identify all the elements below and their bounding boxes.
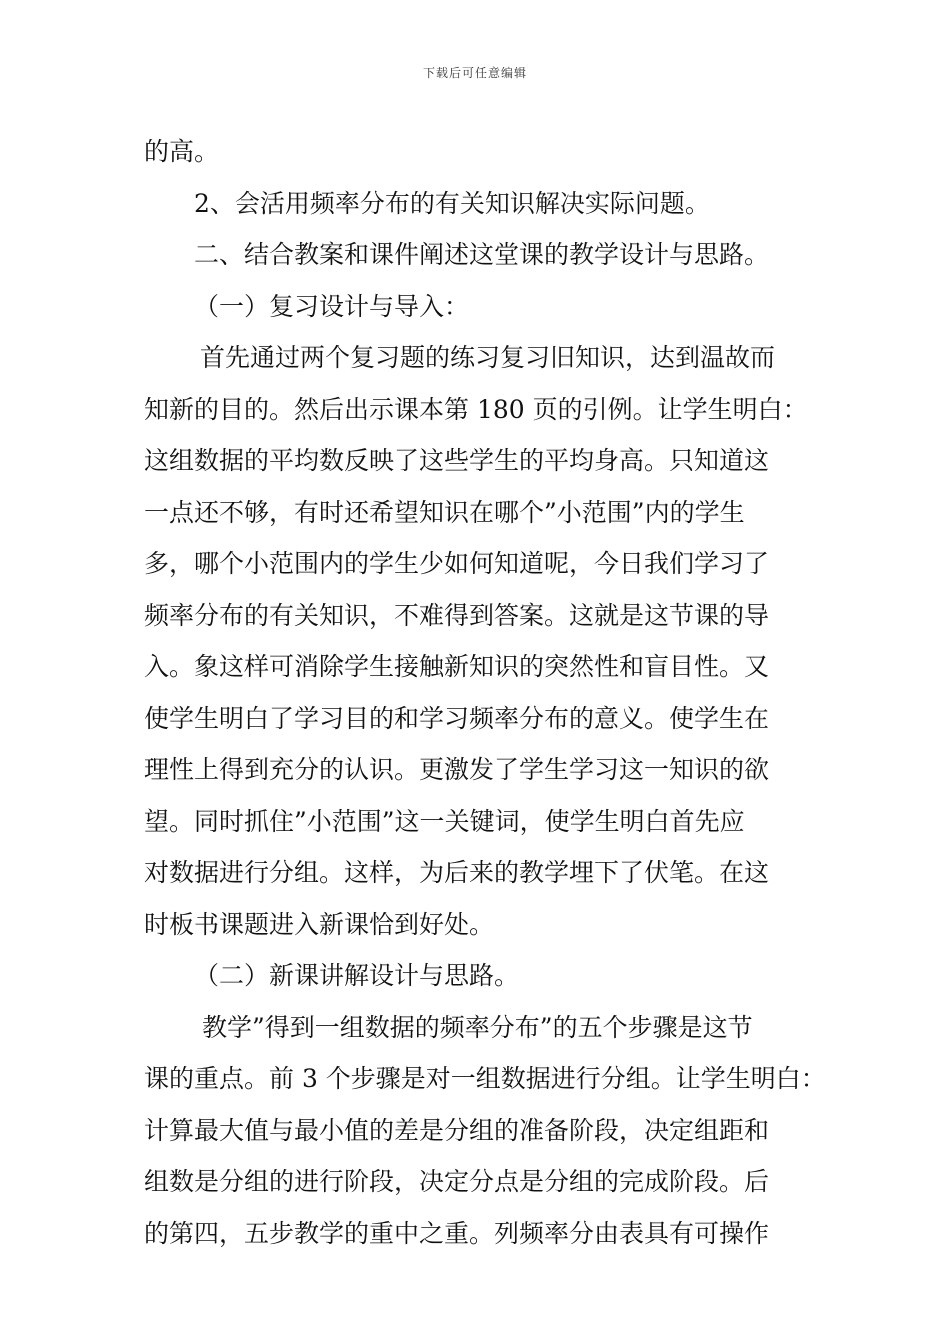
paragraph-line: 二、结合教案和课件阐述这堂课的教学设计与思路。 <box>194 240 770 269</box>
paragraph-line: 知新的目的。然后出示课本第 180 页的引例。让学生明白： <box>144 394 808 424</box>
paragraph-line: 课的重点。前 3 个步骤是对一组数据进行分组。让学生明白： <box>144 1064 826 1093</box>
section-heading: （一）复习设计与导入： <box>194 291 470 321</box>
paragraph-line: 组数是分组的进行阶段，决定分点是分组的完成阶段。后 <box>144 1167 770 1196</box>
paragraph-line: 教学”得到一组数据的频率分布”的五个步骤是这节 <box>202 1012 753 1042</box>
paragraph-line: 这组数据的平均数反映了这些学生的平均身高。只知道这 <box>144 446 770 475</box>
paragraph-line: 2、会活用频率分布的有关知识解决实际问题。 <box>194 188 710 218</box>
paragraph-line: 计算最大值与最小值的差是分组的准备阶段，决定组距和 <box>144 1115 770 1145</box>
header-note: 下载后可任意编辑 <box>422 66 527 80</box>
paragraph-line: 频率分布的有关知识，不难得到答案。这就是这节课的导 <box>144 600 770 630</box>
section-heading: （二）新课讲解设计与思路。 <box>194 961 520 990</box>
paragraph-line: 入。象这样可消除学生接触新知识的突然性和盲目性。又 <box>144 652 770 681</box>
paragraph-line: 的第四，五步教学的重中之重。列频率分由表具有可操作 <box>144 1218 770 1248</box>
paragraph-line: 使学生明白了学习目的和学习频率分布的意义。使学生在 <box>144 703 770 733</box>
paragraph-line: 理性上得到充分的认识。更激发了学生学习这一知识的欲 <box>144 755 770 784</box>
paragraph-line: 多，哪个小范围内的学生少如何知道呢，今日我们学习了 <box>144 549 770 578</box>
document-body <box>144 126 826 1259</box>
paragraph-line: 首先通过两个复习题的练习复习旧知识，达到温故而 <box>200 343 776 372</box>
paragraph-line: 一点还不够，有时还希望知识在哪个”小范围”内的学生 <box>144 497 745 527</box>
paragraph-line: 对数据进行分组。这样，为后来的教学埋下了伏笔。在这 <box>144 858 770 887</box>
paragraph-line: 的高。 <box>144 137 220 166</box>
paragraph-line: 时板书课题进入新课恰到好处。 <box>144 909 495 939</box>
paragraph-line: 望。同时抓住”小范围”这一关键词，使学生明白首先应 <box>144 806 745 836</box>
